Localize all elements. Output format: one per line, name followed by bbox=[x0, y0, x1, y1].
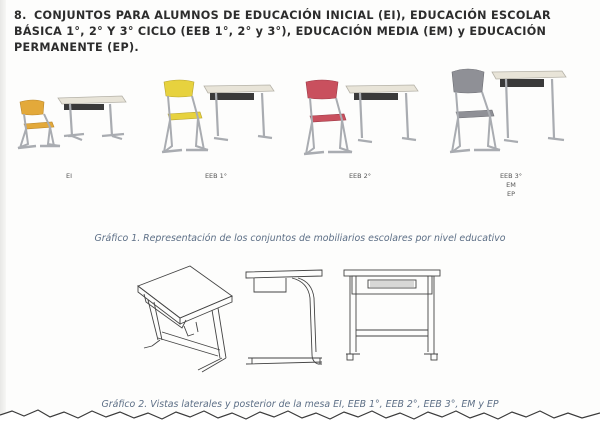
section-title: CONJUNTOS PARA ALUMNOS DE EDUCACIÓN INICIAL (EI), EDUCACIÓN ESCOLAR BÁSICA 1°, 2° Y 3° CICLO (EEB 1°, 2° y 3°), EDUCACIÓN MEDIA (EM) y EDUCACIÓN PERMANENTE (EP). bbox=[14, 9, 551, 54]
level-label-text: EM bbox=[506, 181, 516, 189]
page-edge bbox=[0, 0, 6, 428]
furniture-set-eeb1 bbox=[158, 76, 278, 160]
level-label-eeb3-em-ep bbox=[491, 172, 531, 199]
level-label-text: EI bbox=[65, 172, 73, 180]
level-label-text: EEB 3° bbox=[499, 172, 523, 180]
desk-side-view-drawing bbox=[242, 266, 324, 370]
furniture-set-eeb2 bbox=[298, 76, 422, 160]
furniture-set-ei bbox=[14, 86, 129, 160]
desk-rear-view-drawing bbox=[340, 266, 444, 370]
torn-paper-edge bbox=[0, 405, 600, 428]
desk-perspective-drawing bbox=[134, 262, 236, 374]
level-label-eeb1 bbox=[196, 172, 236, 181]
furniture-set-eeb3-em-ep bbox=[444, 66, 570, 160]
level-label-text: EEB 2° bbox=[348, 172, 372, 180]
section-heading bbox=[14, 8, 584, 56]
level-label-text: EEB 1° bbox=[204, 172, 228, 180]
level-label-text: EP bbox=[506, 190, 516, 198]
level-label-ei bbox=[49, 172, 89, 181]
figure-2-caption: Gráfico 2. Vistas laterales y posterior de la mesa EI, EEB 1°, EEB 2°, EEB 3°, EM y EP bbox=[101, 399, 499, 410]
figure-1-caption: Gráfico 1. Representación de los conjuntos de mobiliarios escolares por nivel educativo bbox=[94, 233, 506, 244]
level-label-eeb2 bbox=[340, 172, 380, 181]
section-number: 8. bbox=[14, 9, 27, 22]
